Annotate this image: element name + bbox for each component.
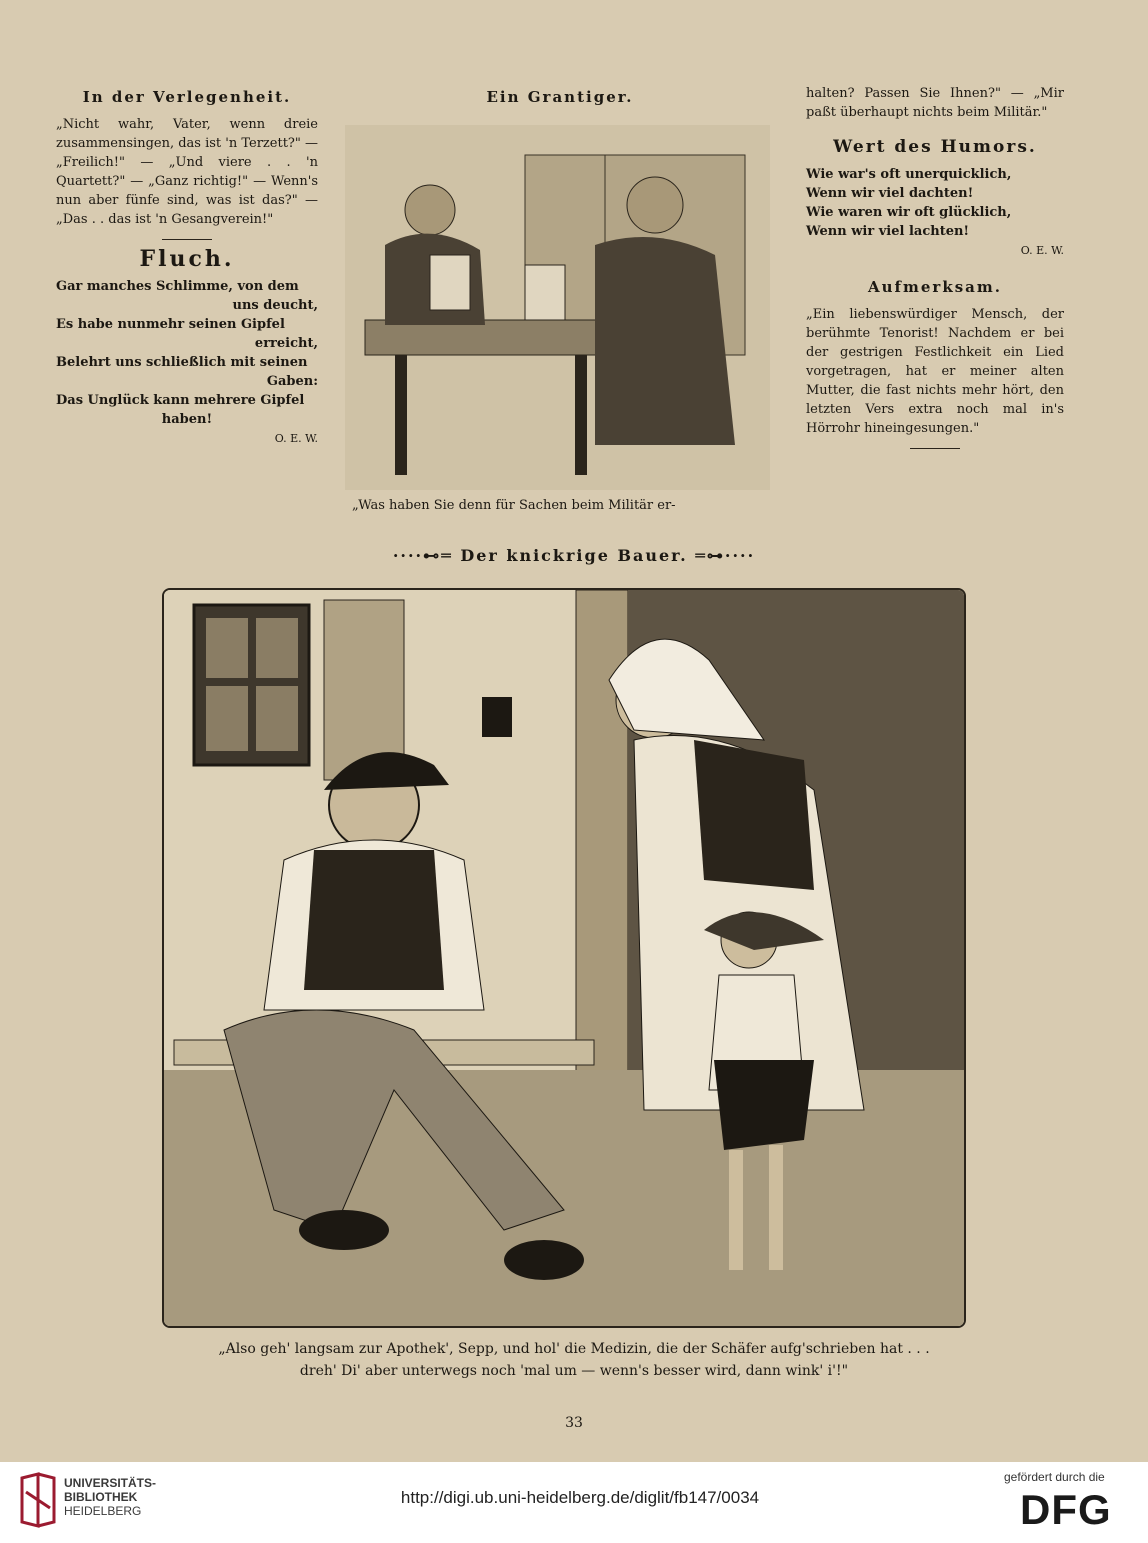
divider: [910, 448, 960, 449]
poem-line: Wie waren wir oft glücklich,: [806, 205, 1012, 220]
poem-line: Wenn wir viel lachten!: [806, 224, 970, 239]
library-name-line: BIBLIOTHEK: [64, 1490, 138, 1504]
library-name-line: UNIVERSITÄTS-: [64, 1476, 157, 1490]
poem-line: Wenn wir viel dachten!: [806, 186, 974, 201]
middle-caption: „Was haben Sie denn für Sachen beim Militär er-: [352, 498, 676, 513]
divider: [162, 239, 212, 240]
funding-text: gefördert durch die: [1004, 1470, 1105, 1484]
library-name-line: HEIDELBERG: [64, 1504, 142, 1518]
university-logo-icon: [18, 1472, 58, 1528]
poem-line: Das Unglück kann mehrere Gipfel: [56, 393, 305, 408]
ornament: ····⊷═: [392, 546, 453, 565]
left-title: In der Verlegenheit.: [82, 88, 292, 106]
right-joke-continued: halten? Passen Sie Ihnen?" — „Mir paßt überhaupt nichts beim Militär.": [806, 86, 1064, 120]
poem-line: Es habe nunmehr seinen Gipfel: [56, 317, 285, 332]
caption-line: dreh' Di' aber unterwegs noch 'mal um — wenn's besser wird, dann wink' i'!": [299, 1363, 849, 1379]
poem-line: Gar manches Schlimme, von dem: [56, 279, 299, 294]
page-number: 33: [565, 1415, 583, 1431]
poem-line: uns deucht,: [232, 298, 318, 313]
aufmerksam-title: Aufmerksam.: [868, 278, 1002, 296]
illustration-bauer: [162, 588, 966, 1328]
poem-line: haben!: [161, 412, 213, 427]
left-signature: O. E. W.: [274, 432, 318, 445]
fluch-title: Fluch.: [139, 246, 235, 272]
main-title: [300, 546, 848, 565]
main-caption: [90, 1338, 1058, 1382]
illustration-grantiger: [345, 125, 770, 490]
right-column: [806, 84, 1064, 459]
dfg-logo: DFG: [1020, 1486, 1112, 1533]
poem-line: Gaben:: [266, 374, 318, 389]
tavern-scene-image: [345, 125, 770, 490]
left-joke-text: „Nicht wahr, Vater, wenn dreie zusammensingen, das ist 'n Terzett?" — „Freilich!" — „Und viere . . 'n Quartett?" — „Ganz richtig!" — Wenn's nun aber fünfe sind, was ist das?" — „Das . . das ist 'n Gesangverein!": [56, 117, 318, 227]
middle-title: Ein Grantiger.: [486, 88, 634, 106]
poem-line: Belehrt uns schließlich mit seinen: [56, 355, 308, 370]
main-title-text: Der knickrige Bauer.: [460, 546, 688, 565]
wert-poem: [806, 165, 1064, 241]
source-url[interactable]: http://digi.ub.uni-heidelberg.de/diglit/fb147/0034: [400, 1488, 760, 1507]
ornament: ═⊶····: [695, 546, 756, 565]
right-signature: O. E. W.: [1020, 244, 1064, 257]
fluch-poem: [56, 277, 318, 429]
left-column: [56, 88, 318, 448]
wert-title: Wert des Humors.: [833, 137, 1037, 157]
library-name: [64, 1476, 156, 1518]
caption-line: „Also geh' langsam zur Apothek', Sepp, und hol' die Medizin, die der Schäfer aufg'schrieben hat . . .: [218, 1341, 930, 1357]
poem-line: Wie war's oft unerquicklich,: [806, 167, 1012, 182]
farmer-scene-image: [164, 590, 964, 1326]
poem-line: erreicht,: [254, 336, 318, 351]
footer-bar: [0, 1462, 1148, 1543]
aufmerksam-text: „Ein liebenswürdiger Mensch, der berühmte Tenorist! Nachdem er bei der gestrigen Festlichkeit ein Lied vorgetragen, hat er meiner alten Mutter, die fast nichts mehr hört, den letzten Vers extra noch mal in's Hörrohr hineingesungen.": [806, 307, 1064, 436]
